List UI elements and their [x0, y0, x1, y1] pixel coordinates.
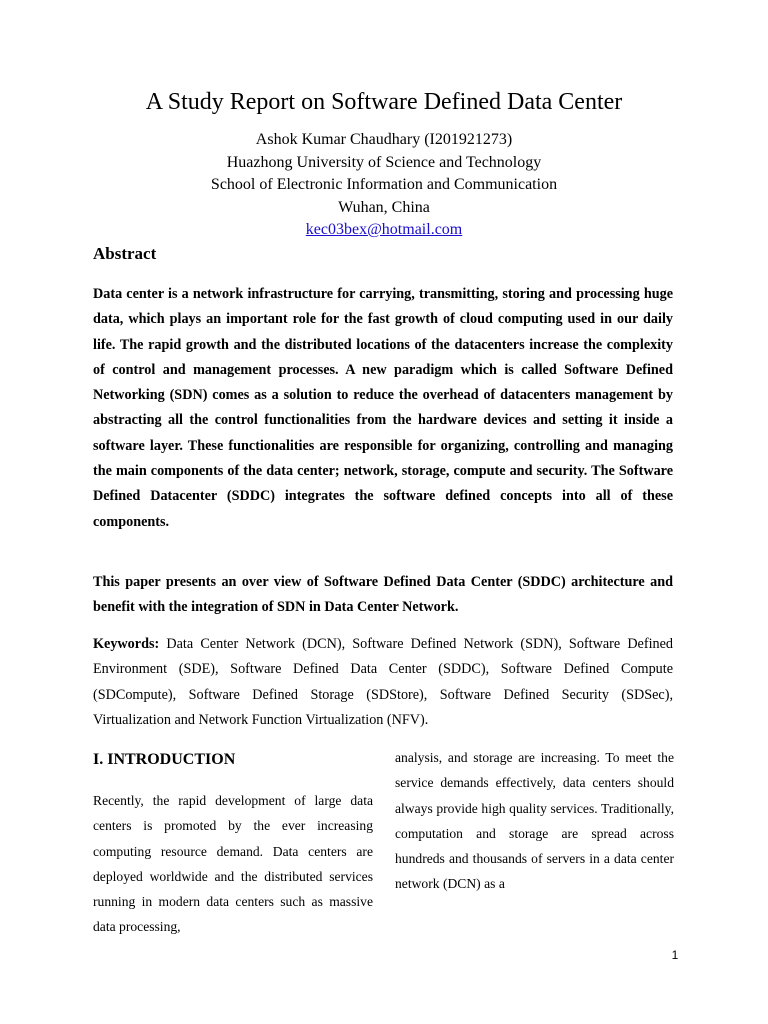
introduction-heading: I. INTRODUCTION — [93, 751, 236, 768]
keywords-paragraph — [93, 632, 673, 733]
abstract-paragraph-1: Data center is a network infrastructure for carrying, transmitting, storing and processing huge data, which plays an important role for the fast growth of cloud computing used in our daily life. The rapid growth and the distributed locations of the datacenters increase the complexity of control and management processes. A new paradigm which is called Software Defined Networking (SDN) comes as a solution to reduce the overhead of datacenters management by abstracting all the control functionalities from the hardware devices and setting it inside a software layer. These functionalities are responsible for organizing, controlling and managing the main components of the data center; network, storage, compute and security. The Software Defined Datacenter (SDDC) integrates the software defined concepts into all of these components. — [93, 286, 673, 530]
keywords-text: Data Center Network (DCN), Software Defined Network (SDN), Software Defined Environment (SDE), Software Defined Data Center (SDDC), Software Defined Compute (SDCompute), Software Defined Storage (SDStore), Software Defined Security (SDSec), Virtualization and Network Function Virtualization (NFV). — [93, 636, 674, 728]
author-email-link[interactable]: kec03bex@hotmail.com — [305, 221, 463, 238]
keywords-label: Keywords: — [93, 636, 160, 652]
introduction-right-column: analysis, and storage are increasing. To meet the service demands effectively, data centers should always provide high quality services. Traditionally, computation and storage are spread across hundreds and thousands of servers in a data center network (DCN) as a — [395, 750, 674, 892]
author-location: Wuhan, China — [338, 198, 430, 216]
introduction-left-column: Recently, the rapid development of large data centers is promoted by the ever increasing computing resource demand. Data centers are deployed worldwide and the distributed services running in modern data centers such as massive data processing, — [93, 793, 373, 935]
abstract-paragraph-2: This paper presents an over view of Software Defined Data Center (SDDC) architecture and benefit with the integration of SDN in Data Center Network. — [93, 574, 673, 616]
author-university: Huazhong University of Science and Technology — [226, 153, 542, 171]
author-block — [0, 129, 768, 242]
page-number: 1 — [671, 948, 679, 962]
abstract-heading: Abstract — [93, 244, 157, 263]
author-school: School of Electronic Information and Communication — [210, 176, 558, 193]
author-name: Ashok Kumar Chaudhary (I201921273) — [255, 131, 513, 148]
page-title: A Study Report on Software Defined Data Center — [145, 89, 623, 115]
